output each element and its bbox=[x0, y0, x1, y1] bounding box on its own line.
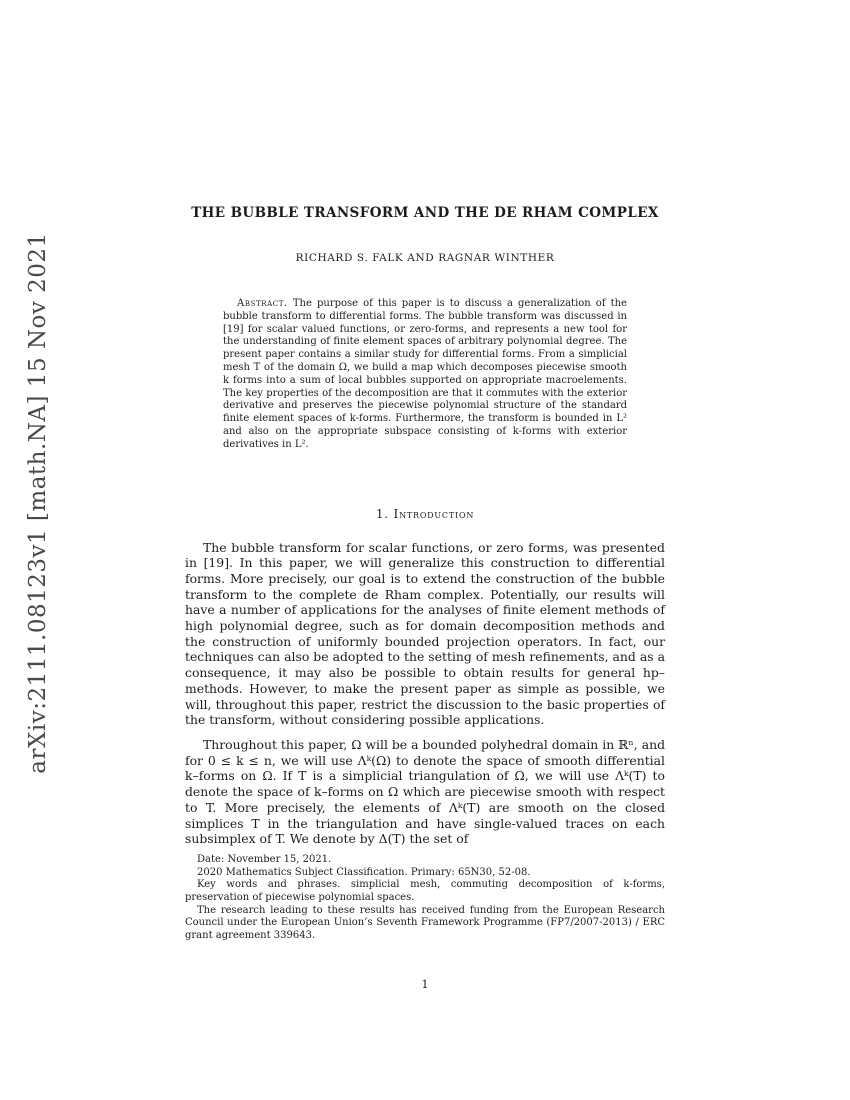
introduction-body bbox=[185, 540, 665, 847]
footnotes-block bbox=[185, 854, 665, 943]
intro-paragraph-1: The bubble transform for scalar functions, or zero forms, was presented in [19]. In this paper, we will generalize this construction to differential forms. More precisely, our goal is to extend the construction of the bubble transform to the complete de Rham complex. Potentially, our results will have a number of applications for the analyses of finite element methods of high polynomial degree, such as for domain decomposition methods and the construction of uniformly bounded projection operators. In fact, our techniques can also be adopted to the setting of mesh refinements, and as a consequence, it may also be possible to obtain results for general hp–methods. However, to make the present paper as simple as possible, we will, throughout this paper, restrict the discussion to the basic properties of the transform, without considering possible applications. bbox=[185, 539, 665, 728]
abstract-block bbox=[185, 298, 665, 452]
page-column bbox=[185, 0, 665, 943]
arxiv-watermark: arXiv:2111.08123v1 [math.NA] 15 Nov 2021 bbox=[25, 232, 51, 774]
footnote-funding: The research leading to these results has received funding from the European Research Council under the European Union’s Seventh Framework Programme (FP7/2007-2013) / ERC grant agreement 339643. bbox=[185, 904, 665, 942]
footnote-date: Date: November 15, 2021. bbox=[197, 853, 332, 865]
abstract-text: The purpose of this paper is to discuss a generalization of the bubble transform to differential forms. The bubble transform was discussed in [19] for scalar valued functions, or zero-forms, and represents a new tool for the understanding of finite element spaces of arbitrary polynomial degree. The present paper contains a similar study for differential forms. From a simplicial mesh T of the domain Ω, we build a map which decomposes piecewise smooth k forms into a sum of local bubbles supported on appropriate macroelements. The key properties of the decomposition are that it commutes with the exterior derivative and preserves the piecewise polynomial structure of the standard finite element spaces of k-forms. Furthermore, the transform is bounded in L² and also on the appropriate subspace consisting of k-forms with exterior derivatives in L². bbox=[223, 298, 627, 450]
intro-paragraph-2: Throughout this paper, Ω will be a bounded polyhedral domain in ℝⁿ, and for 0 ≤ k ≤ n, we will use Λᵏ(Ω) to denote the space of smooth differential k–forms on Ω. If T is a simplicial triangulation of Ω, we will use Λᵏ(T) to denote the space of k–forms on Ω which are piecewise smooth with respect to T. More precisely, the elements of Λᵏ(T) are smooth on the closed simplices T in the triangulation and have single-valued traces on each subsimplex of T. We denote by Δ(T) the set of bbox=[185, 737, 665, 847]
footnote-msc: 2020 Mathematics Subject Classification. Primary: 65N30, 52-08. bbox=[197, 866, 531, 878]
footnote-keywords: Key words and phrases. simplicial mesh, commuting decomposition of k-forms, preservation of piecewise polynomial spaces. bbox=[185, 879, 665, 904]
section-heading-introduction: 1. Introduction bbox=[375, 506, 475, 521]
page-number: 1 bbox=[421, 978, 429, 991]
paper-title: THE BUBBLE TRANSFORM AND THE DE RHAM COMPLEX bbox=[191, 205, 659, 221]
abstract-paragraph bbox=[223, 298, 627, 452]
paper-authors: RICHARD S. FALK AND RAGNAR WINTHER bbox=[295, 252, 555, 264]
abstract-label: Abstract. bbox=[237, 298, 288, 309]
